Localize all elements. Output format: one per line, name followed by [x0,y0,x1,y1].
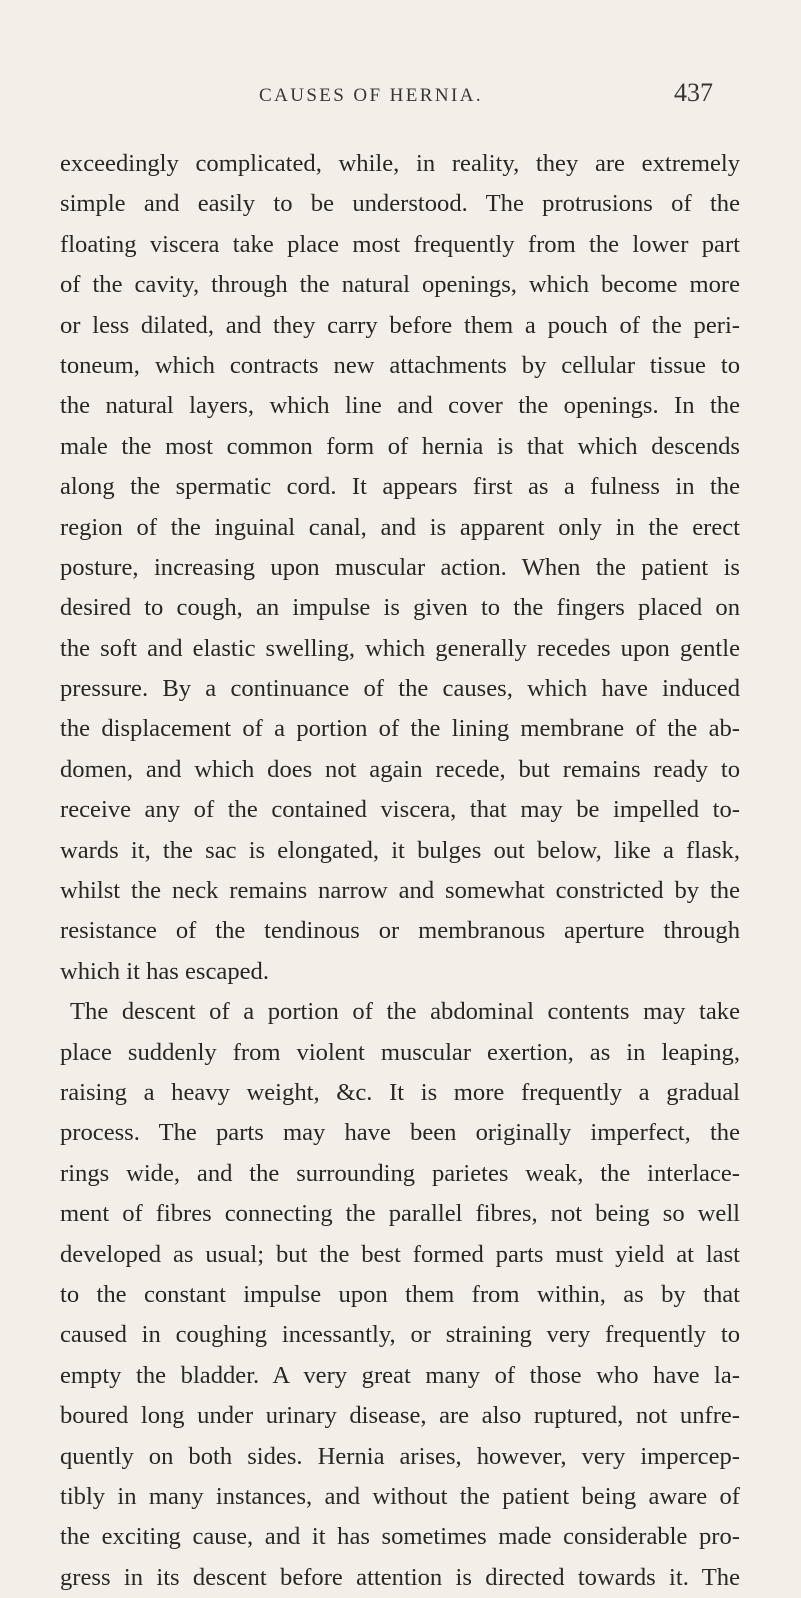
text-line: simple and easily to be understood. The protrusions of the [60,190,740,218]
text-line: place suddenly from violent muscular exertion, as in leaping, [60,1038,740,1066]
text-line: posture, increasing upon muscular action. When the patient is [60,553,740,581]
text-line: or less dilated, and they carry before them a pouch of the peri- [60,311,740,339]
text-line: male the most common form of hernia is that which descends [60,432,740,460]
text-line: caused in coughing incessantly, or straining very frequently to [60,1321,740,1349]
text-line: wards it, the sac is elongated, it bulges out below, like a flask, [60,836,740,864]
page-number: 437 [674,78,713,107]
text-line: the soft and elastic swelling, which generally recedes upon gentle [60,634,740,662]
text-line: toneum, which contracts new attachments by cellular tissue to [60,351,740,379]
text-line: rings wide, and the surrounding parietes weak, the interlace- [60,1159,740,1187]
text-line: floating viscera take place most frequently from the lower part [60,230,740,258]
text-line: developed as usual; but the best formed parts must yield at last [60,1240,740,1268]
text-line: along the spermatic cord. It appears first as a fulness in the [60,473,740,501]
body-text [60,144,740,1598]
text-line: the natural layers, which line and cover the openings. In the [60,392,740,420]
text-line: ment of fibres connecting the parallel fibres, not being so well [60,1200,740,1228]
text-line: exceedingly complicated, while, in reality, they are extremely [60,150,740,177]
text-line: quently on both sides. Hernia arises, however, very impercep- [60,1442,740,1470]
text-line: boured long under urinary disease, are also ruptured, not unfre- [60,1402,740,1430]
text-line: region of the inguinal canal, and is apparent only in the erect [60,513,740,541]
text-line: the exciting cause, and it has sometimes made considerable pro- [60,1523,740,1551]
text-line: the displacement of a portion of the lining membrane of the ab- [60,715,740,743]
text-line: process. The parts may have been originally imperfect, the [60,1119,740,1147]
text-line: raising a heavy weight, &c. It is more frequently a gradual [60,1078,740,1106]
text-line: receive any of the contained viscera, that may be impelled to- [60,796,740,824]
text-line: empty the bladder. A very great many of those who have la- [60,1361,740,1389]
text-line: to the constant impulse upon them from within, as by that [60,1280,740,1308]
paragraph-start-line: The descent of a portion of the abdominal contents may take [70,998,740,1026]
text-line: pressure. By a continuance of the causes, which have induced [60,675,740,703]
text-line: desired to cough, an impulse is given to the fingers placed on [60,594,740,622]
text-line: whilst the neck remains narrow and somewhat constricted by the [60,877,740,905]
running-head: CAUSES OF HERNIA. [259,85,483,106]
text-line: tibly in many instances, and without the patient being aware of [60,1482,740,1510]
text-line: gress in its descent before attention is directed towards it. The [60,1563,740,1591]
text-line: resistance of the tendinous or membranous aperture through [60,917,740,945]
text-line: domen, and which does not again recede, but remains ready to [60,755,740,783]
paragraph-end-line: which it has escaped. [60,957,269,985]
text-line: of the cavity, through the natural openings, which become more [60,271,740,299]
